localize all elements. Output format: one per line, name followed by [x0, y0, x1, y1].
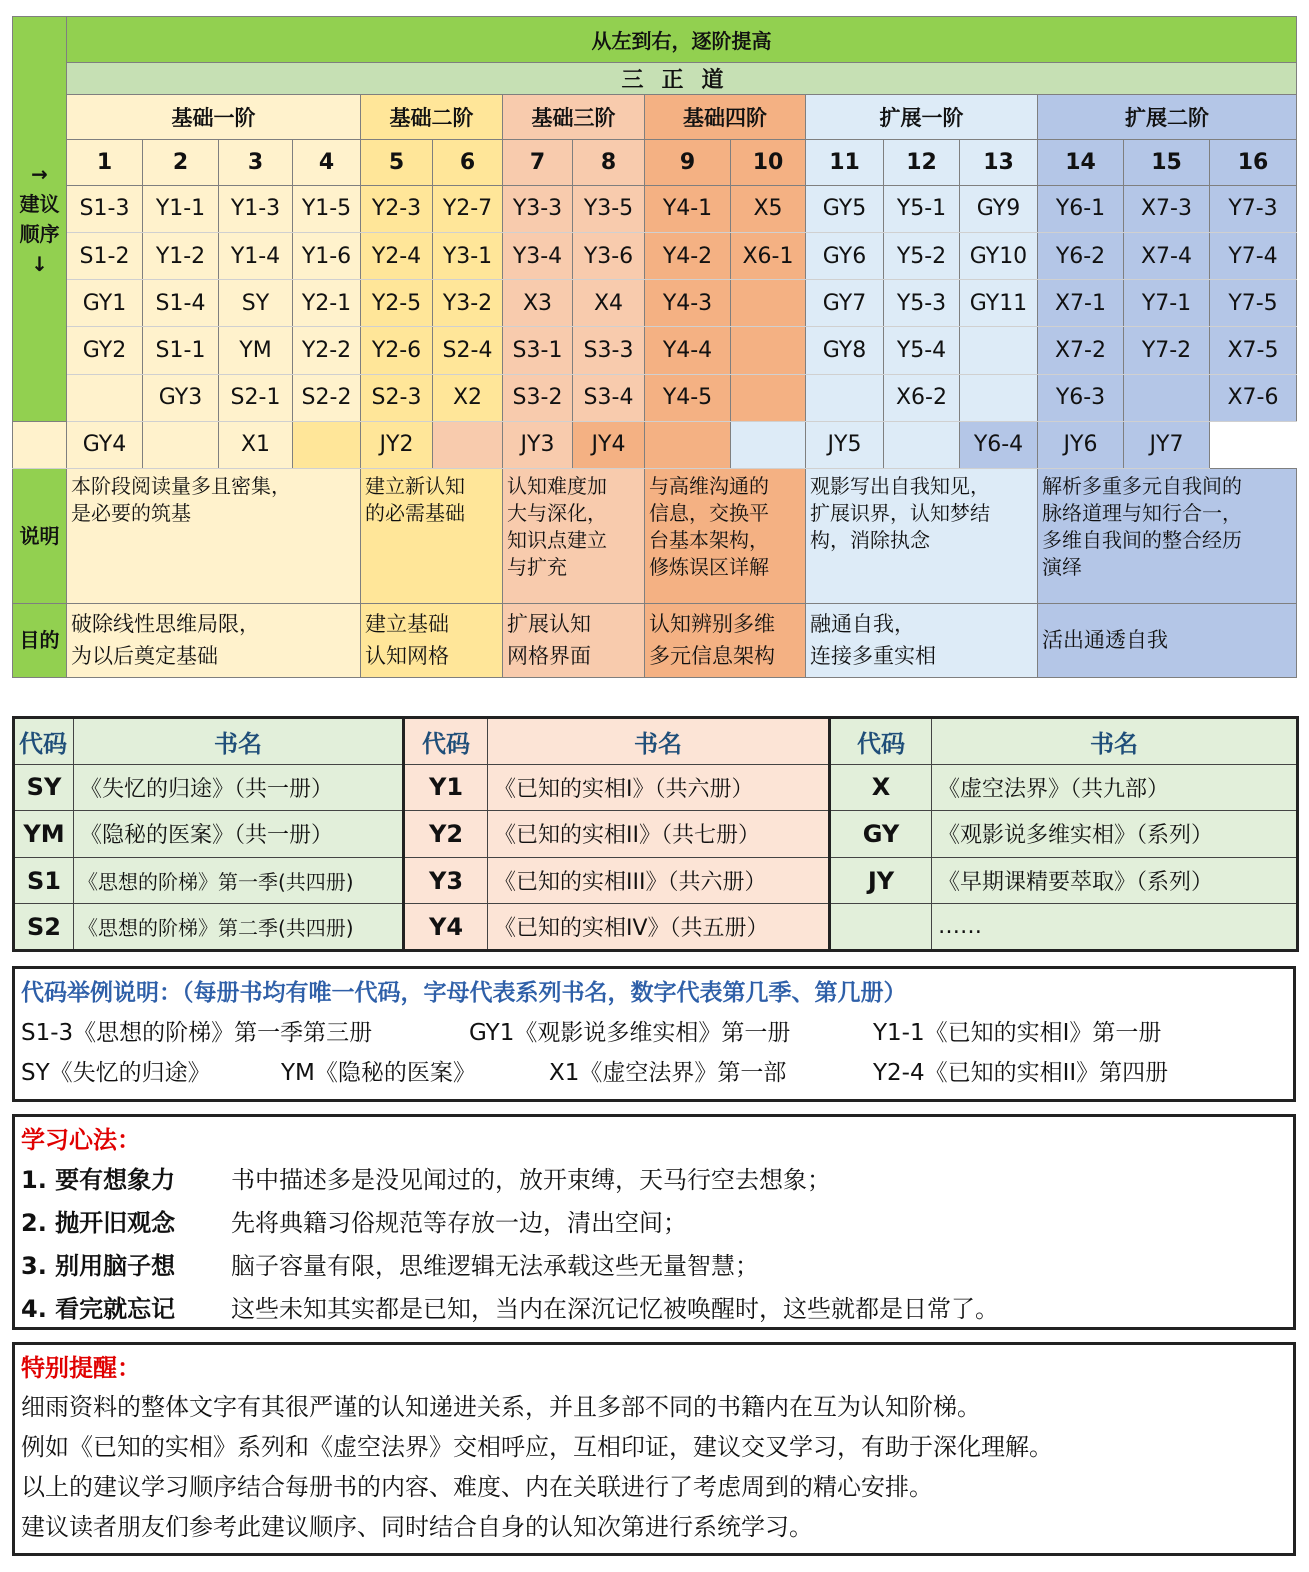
book-code-cell: Y1-1 — [143, 185, 219, 232]
book-code-cell — [960, 327, 1038, 374]
book-code-cell: GY10 — [960, 232, 1038, 279]
example-item: GY1《观影说多维实相》第一册 — [469, 1020, 791, 1046]
book-code-cell: X6-1 — [731, 232, 806, 279]
book-code-cell: GY8 — [806, 327, 884, 374]
book-code-cell: Y3-6 — [573, 232, 645, 279]
stage-description: 与高维沟通的 信息，交换平 台基本架构， 修炼误区详解 — [645, 469, 806, 604]
series-title: 《已知的实相III》（共六册） — [488, 857, 830, 904]
order-number: 10 — [731, 139, 806, 185]
book-code-cell — [731, 327, 806, 374]
book-code-cell: S1-3 — [67, 185, 143, 232]
book-code-cell: S1-1 — [143, 327, 219, 374]
book-code-cell: GY5 — [806, 185, 884, 232]
example-item: S1-3《思想的阶梯》第一季第三册 — [21, 1020, 373, 1046]
example-item: X1《虚空法界》第一部 — [549, 1060, 787, 1086]
stage-header: 基础二阶 — [361, 95, 503, 139]
order-number: 12 — [884, 139, 960, 185]
study-method-box — [12, 1114, 1296, 1330]
series-code: Y3 — [404, 857, 488, 904]
book-code-cell: Y5-2 — [884, 232, 960, 279]
reading-order-grid — [12, 16, 1297, 678]
book-code-cell: Y2-3 — [361, 185, 433, 232]
stage-header: 基础一阶 — [67, 95, 361, 139]
order-number: 8 — [573, 139, 645, 185]
reminder-line: 建议读者朋友们参考此建议顺序、同时结合自身的认知次第进行系统学习。 — [21, 1513, 813, 1541]
book-code-cell: Y5-1 — [884, 185, 960, 232]
grid-subtitle: 三正道 — [67, 63, 1297, 95]
stage-goal: 扩展认知 网格界面 — [503, 603, 645, 677]
stage-description: 建立新认知 的必需基础 — [361, 469, 503, 604]
book-code-cell: Y2-7 — [433, 185, 503, 232]
stage-description: 观影写出自我知见， 扩展识界，认知梦结 构，消除执念 — [806, 469, 1038, 604]
book-code-cell: Y6-4 — [960, 421, 1038, 468]
order-number: 7 — [503, 139, 573, 185]
series-title: 《失忆的归途》（共一册） — [74, 764, 404, 811]
reminder-line: 以上的建议学习顺序结合每册书的内容、难度、内在关联进行了考虑周到的精心安排。 — [21, 1473, 933, 1501]
book-code-cell — [293, 421, 361, 468]
series-code: SY — [14, 764, 74, 811]
book-code-cell: JY3 — [503, 421, 573, 468]
series-code: X — [830, 764, 932, 811]
book-code-cell: Y4-4 — [645, 327, 731, 374]
book-code-cell — [884, 421, 960, 468]
book-code-cell — [960, 374, 1038, 421]
book-code-cell: Y4-1 — [645, 185, 731, 232]
book-code-cell: X2 — [433, 374, 503, 421]
special-reminder-box — [12, 1342, 1296, 1556]
book-code-cell: Y1-2 — [143, 232, 219, 279]
book-code-cell: GY7 — [806, 280, 884, 327]
example-item: Y2-4《已知的实相II》第四册 — [873, 1060, 1169, 1086]
book-code-cell: Y3-3 — [503, 185, 573, 232]
example-title: 代码举例说明：（每册书均有唯一代码，字母代表系列书名，数字代表第几季、第几册） — [21, 980, 907, 1006]
book-code-cell: Y2-6 — [361, 327, 433, 374]
name-header: 书名 — [74, 718, 404, 765]
book-code-cell: S2-3 — [361, 374, 433, 421]
book-code-cell: S3-3 — [573, 327, 645, 374]
example-item: YM《隐秘的医案》 — [281, 1060, 476, 1086]
order-number: 11 — [806, 139, 884, 185]
stage-description: 本阶段阅读量多且密集， 是必要的筑基 — [67, 469, 361, 604]
book-code-cell: X7-2 — [1038, 327, 1124, 374]
order-number: 3 — [219, 139, 293, 185]
book-code-cell: X7-1 — [1038, 280, 1124, 327]
book-code-cell: Y5-3 — [884, 280, 960, 327]
order-number: 4 — [293, 139, 361, 185]
code-example-box — [12, 966, 1296, 1102]
stage-header: 基础四阶 — [645, 95, 806, 139]
book-code-cell: YM — [219, 327, 293, 374]
method-item — [21, 1202, 1287, 1245]
book-code-cell: GY2 — [67, 327, 143, 374]
series-code: S2 — [14, 904, 74, 951]
book-code-cell: Y2-2 — [293, 327, 361, 374]
book-code-cell: S1-4 — [143, 280, 219, 327]
book-code-cell: Y3-4 — [503, 232, 573, 279]
series-code: S1 — [14, 857, 74, 904]
book-code-cell: JY5 — [806, 421, 884, 468]
series-code: YM — [14, 811, 74, 858]
stage-goal: 建立基础 认知网格 — [361, 603, 503, 677]
book-code-cell: GY3 — [143, 374, 219, 421]
series-title: 《已知的实相I》（共六册） — [488, 764, 830, 811]
order-number: 5 — [361, 139, 433, 185]
example-item: SY《失忆的归途》 — [21, 1060, 211, 1086]
book-code-cell: X7-4 — [1124, 232, 1210, 279]
book-code-cell: Y1-3 — [219, 185, 293, 232]
method-title: 学习心法： — [21, 1126, 141, 1154]
book-code-cell: Y4-2 — [645, 232, 731, 279]
book-code-cell: S3-1 — [503, 327, 573, 374]
book-code-cell: GY1 — [67, 280, 143, 327]
book-code-cell — [143, 421, 219, 468]
stage-header: 扩展二阶 — [1038, 95, 1297, 139]
book-code-cell: S2-2 — [293, 374, 361, 421]
series-title: 《思想的阶梯》第一季(共四册) — [74, 857, 404, 904]
stage-header: 扩展一阶 — [806, 95, 1038, 139]
series-code: Y2 — [404, 811, 488, 858]
code-header: 代码 — [830, 718, 932, 765]
book-code-cell: Y4-3 — [645, 280, 731, 327]
book-code-cell: GY4 — [67, 421, 143, 468]
book-code-cell: X6-2 — [884, 374, 960, 421]
book-code-cell: Y7-5 — [1210, 280, 1297, 327]
stage-goal: 破除线性思维局限， 为以后奠定基础 — [67, 603, 361, 677]
method-key: 2. 抛开旧观念 — [21, 1209, 176, 1237]
book-code-cell — [13, 421, 67, 468]
stage-header: 基础三阶 — [503, 95, 645, 139]
series-code: Y4 — [404, 904, 488, 951]
stage-goal: 认知辨别多维 多元信息架构 — [645, 603, 806, 677]
book-code-cell — [645, 421, 731, 468]
book-code-cell: S1-2 — [67, 232, 143, 279]
example-line — [21, 1013, 1287, 1053]
series-code: GY — [830, 811, 932, 858]
series-code — [830, 904, 932, 951]
book-code-cell: X5 — [731, 185, 806, 232]
book-code-cell: Y2-4 — [361, 232, 433, 279]
book-code-cell: GY9 — [960, 185, 1038, 232]
book-code-cell: X7-6 — [1210, 374, 1297, 421]
series-code: JY — [830, 857, 932, 904]
stage-description: 解析多重多元自我间的 脉络道理与知行合一， 多维自我间的整合经历 演绎 — [1038, 469, 1297, 604]
book-code-cell: Y2-1 — [293, 280, 361, 327]
series-title: 《已知的实相II》（共七册） — [488, 811, 830, 858]
series-title: 《已知的实相IV》（共五册） — [488, 904, 830, 951]
description-label: 说明 — [13, 469, 67, 604]
book-code-cell — [731, 374, 806, 421]
book-code-cell: JY4 — [573, 421, 645, 468]
series-title: …… — [932, 904, 1298, 951]
book-code-cell — [433, 421, 503, 468]
book-code-cell: Y3-2 — [433, 280, 503, 327]
book-code-cell: JY2 — [361, 421, 433, 468]
book-code-cell: X1 — [219, 421, 293, 468]
book-code-cell — [806, 374, 884, 421]
book-code-cell: Y5-4 — [884, 327, 960, 374]
method-text: 这些未知其实都是已知，当内在深沉记忆被唤醒时，这些就都是日常了。 — [231, 1295, 999, 1323]
book-code-cell: Y1-5 — [293, 185, 361, 232]
book-code-cell: X7-5 — [1210, 327, 1297, 374]
book-code-cell: Y6-2 — [1038, 232, 1124, 279]
method-key: 4. 看完就忘记 — [21, 1295, 176, 1323]
book-code-cell: JY6 — [1038, 421, 1124, 468]
book-code-cell: Y7-3 — [1210, 185, 1297, 232]
method-item — [21, 1245, 1287, 1288]
book-code-cell: GY11 — [960, 280, 1038, 327]
book-code-cell: Y1-6 — [293, 232, 361, 279]
reminder-title: 特别提醒： — [21, 1354, 141, 1382]
book-code-cell: Y3-1 — [433, 232, 503, 279]
book-code-cell: S3-2 — [503, 374, 573, 421]
method-item — [21, 1288, 1287, 1331]
book-code-cell: Y7-4 — [1210, 232, 1297, 279]
order-number: 2 — [143, 139, 219, 185]
book-code-cell: Y6-1 — [1038, 185, 1124, 232]
method-text: 书中描述多是没见闻过的，放开束缚，天马行空去想象； — [231, 1166, 831, 1194]
method-text: 脑子容量有限，思维逻辑无法承载这些无量智慧； — [231, 1252, 759, 1280]
book-code-cell: S2-4 — [433, 327, 503, 374]
series-title: 《隐秘的医案》（共一册） — [74, 811, 404, 858]
name-header: 书名 — [488, 718, 830, 765]
goal-label: 目的 — [13, 603, 67, 677]
stage-goal: 融通自我， 连接多重实相 — [806, 603, 1038, 677]
book-code-cell: Y3-5 — [573, 185, 645, 232]
method-key: 3. 别用脑子想 — [21, 1252, 176, 1280]
book-code-cell: Y6-3 — [1038, 374, 1124, 421]
book-code-cell: Y7-1 — [1124, 280, 1210, 327]
book-code-cell: Y4-5 — [645, 374, 731, 421]
series-code: Y1 — [404, 764, 488, 811]
book-code-cell: JY7 — [1124, 421, 1210, 468]
grid-banner: 从左到右，逐阶提高 — [67, 17, 1297, 63]
name-header: 书名 — [932, 718, 1298, 765]
order-number: 15 — [1124, 139, 1210, 185]
book-code-cell: S3-4 — [573, 374, 645, 421]
book-code-cell: Y2-5 — [361, 280, 433, 327]
book-code-cell — [731, 280, 806, 327]
order-number: 1 — [67, 139, 143, 185]
book-code-cell — [731, 421, 806, 468]
book-code-cell — [67, 374, 143, 421]
book-code-table — [12, 716, 1299, 952]
reminder-line: 细雨资料的整体文字有其很严谨的认知递进关系，并且多部不同的书籍内在互为认知阶梯。 — [21, 1393, 981, 1421]
book-code-cell: X7-3 — [1124, 185, 1210, 232]
example-line — [21, 1053, 1287, 1093]
reminder-line: 例如《已知的实相》系列和《虚空法界》交相呼应，互相印证，建议交叉学习，有助于深化理解。 — [21, 1433, 1053, 1461]
book-code-cell — [1124, 374, 1210, 421]
example-item: Y1-1《已知的实相I》第一册 — [873, 1020, 1162, 1046]
stage-description: 认知难度加 大与深化， 知识点建立 与扩充 — [503, 469, 645, 604]
series-title: 《虚空法界》（共九部） — [932, 764, 1298, 811]
order-number: 14 — [1038, 139, 1124, 185]
book-code-cell: X3 — [503, 280, 573, 327]
series-title: 《思想的阶梯》第二季(共四册) — [74, 904, 404, 951]
code-header: 代码 — [404, 718, 488, 765]
suggested-order-label: → 建议 顺序 ↓ — [13, 17, 67, 422]
method-key: 1. 要有想象力 — [21, 1166, 176, 1194]
order-number: 9 — [645, 139, 731, 185]
order-number: 16 — [1210, 139, 1297, 185]
book-code-cell: S2-1 — [219, 374, 293, 421]
book-code-cell: GY6 — [806, 232, 884, 279]
method-item — [21, 1159, 1287, 1202]
stage-goal: 活出通透自我 — [1038, 603, 1297, 677]
series-title: 《观影说多维实相》（系列） — [932, 811, 1298, 858]
series-title: 《早期课精要萃取》（系列） — [932, 857, 1298, 904]
order-number: 6 — [433, 139, 503, 185]
code-header: 代码 — [14, 718, 74, 765]
book-code-cell: Y1-4 — [219, 232, 293, 279]
book-code-cell: SY — [219, 280, 293, 327]
order-number: 13 — [960, 139, 1038, 185]
book-code-cell: X4 — [573, 280, 645, 327]
method-text: 先将典籍习俗规范等存放一边，清出空间； — [231, 1209, 687, 1237]
book-code-cell: Y7-2 — [1124, 327, 1210, 374]
